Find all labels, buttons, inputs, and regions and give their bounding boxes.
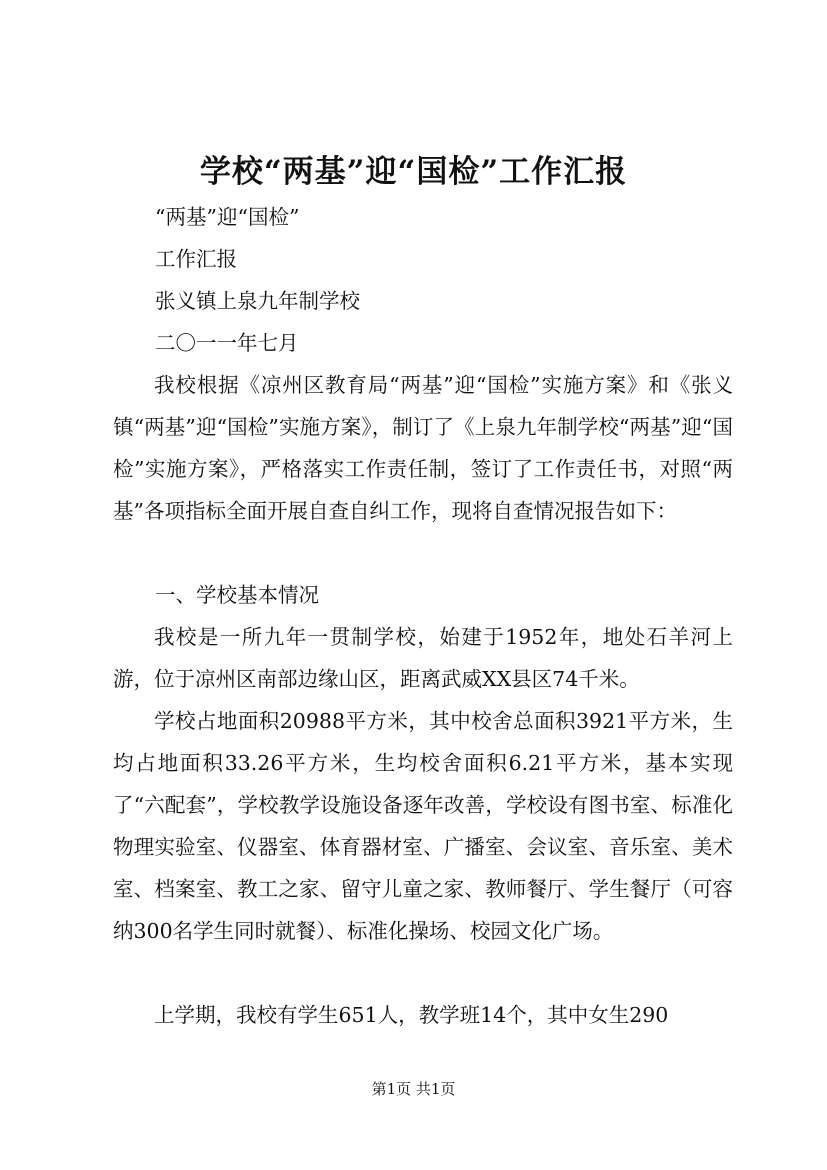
school-name: 张义镇上泉九年制学校 bbox=[155, 289, 360, 313]
subheading: “两基”迎“国检” bbox=[155, 205, 300, 229]
paragraph-facilities: 学校占地面积20988平方米，其中校舍总面积3921平方米，生均占地面积33.26平方米，生均校舍面积6.21平方米，基本实现了“六配套”，学校教学设施设备逐年改善，学校设有图书室、标准化物理实验室、仪器室、体育器材室、广播室、会议室、音乐室、美术室、档案室、教工之家、留守儿童之家、教师餐厅、学生餐厅（可容纳300名学生同时就餐）、标准化操场、校园文化广场。 bbox=[113, 709, 733, 943]
section-heading: 一、学校基本情况 bbox=[155, 583, 319, 607]
report-label: 工作汇报 bbox=[155, 247, 237, 271]
paragraph-students: 上学期，我校有学生651人，教学班14个，其中女生290 bbox=[154, 1003, 669, 1027]
paragraph-intro: 我校根据《凉州区教育局“两基”迎“国检”实施方案》和《张义镇“两基”迎“国检”实施方案》，制订了《上泉九年制学校“两基”迎“国检”实施方案》，严格落实工作责任制，签订了工作责任书，对照“两基”各项指标全面开展自查自纠工作，现将自查情况报告如下： bbox=[113, 373, 733, 523]
document-title: 学校“两基”迎“国检”工作汇报 bbox=[199, 154, 628, 190]
report-date: 二〇一一年七月 bbox=[155, 331, 299, 355]
paragraph-history: 我校是一所九年一贯制学校，始建于1952年，地处石羊河上游，位于凉州区南部边缘山区，距离武威XX县区74千米。 bbox=[113, 625, 733, 691]
page-footer: 第1页 共1页 bbox=[371, 1080, 456, 1098]
